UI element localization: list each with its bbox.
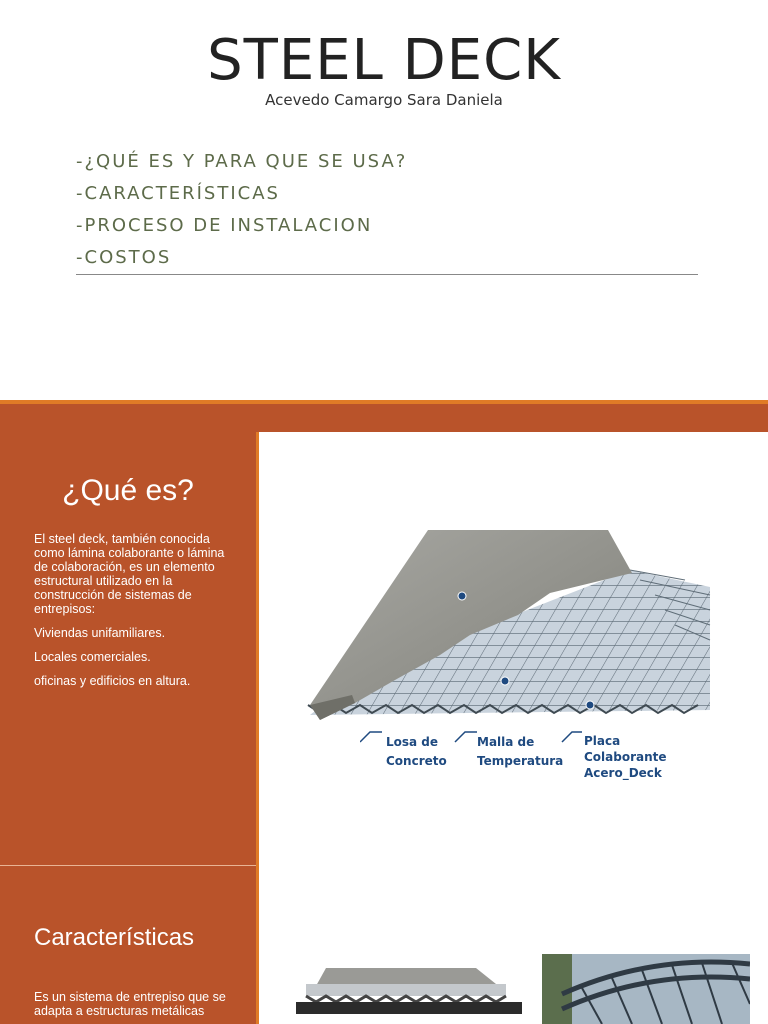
label-placa-line1: Placa: [584, 734, 621, 748]
agenda-item-que-es: -¿QUÉ ES Y PARA QUE SE USA?: [76, 151, 408, 172]
marker-losa: [458, 592, 466, 600]
label-placa-colaborante: [584, 733, 667, 781]
label-losa-line2: Concreto: [386, 754, 447, 768]
steel-deck-diagram: [300, 525, 716, 725]
definition-text: [34, 532, 234, 698]
definition-paragraph: El steel deck, también conocida como lámina colaborante o lámina de colaboración, es un elemento estructural utilizado en la construcción de sistemas de entrepisos:: [34, 532, 225, 616]
label-malla-de-temperatura: [477, 733, 563, 771]
agenda-divider: [76, 274, 698, 275]
steel-structure-photo: [542, 954, 750, 1024]
agenda-item-proceso: -PROCESO DE INSTALACION: [76, 215, 373, 236]
steel-deck-slab-photo: [296, 964, 522, 1024]
label-placa-line3: Acero_Deck: [584, 766, 662, 780]
agenda-item-caracteristicas: -CARACTERÍSTICAS: [76, 183, 280, 204]
document-title: STEEL DECK: [207, 28, 561, 93]
use-item-viviendas: Viviendas unifamiliares.: [34, 626, 166, 640]
label-malla-line2: Temperatura: [477, 754, 564, 768]
agenda-list: [76, 150, 698, 278]
slide-separator-band: [0, 404, 768, 432]
label-losa-de-concreto: [386, 733, 447, 771]
section-heading-caracteristicas: Características: [34, 924, 195, 951]
label-malla-line1: Malla de: [477, 735, 535, 749]
section-heading-que-es: ¿Qué es?: [62, 474, 194, 507]
label-placa-line2: Colaborante: [584, 750, 667, 764]
use-item-locales: Locales comerciales.: [34, 650, 151, 664]
label-losa-line1: Losa de: [386, 735, 439, 749]
left-panel-accent: [256, 432, 259, 1024]
author-name: Acevedo Camargo Sara Daniela: [265, 91, 503, 109]
agenda-item-costos: -COSTOS: [76, 247, 172, 268]
use-item-oficinas: oficinas y edificios en altura.: [34, 674, 191, 688]
caracteristicas-text: Es un sistema de entrepiso que se adapta a estructuras metálicas: [34, 990, 226, 1018]
panel-divider: [0, 865, 256, 866]
marker-malla: [501, 677, 509, 685]
